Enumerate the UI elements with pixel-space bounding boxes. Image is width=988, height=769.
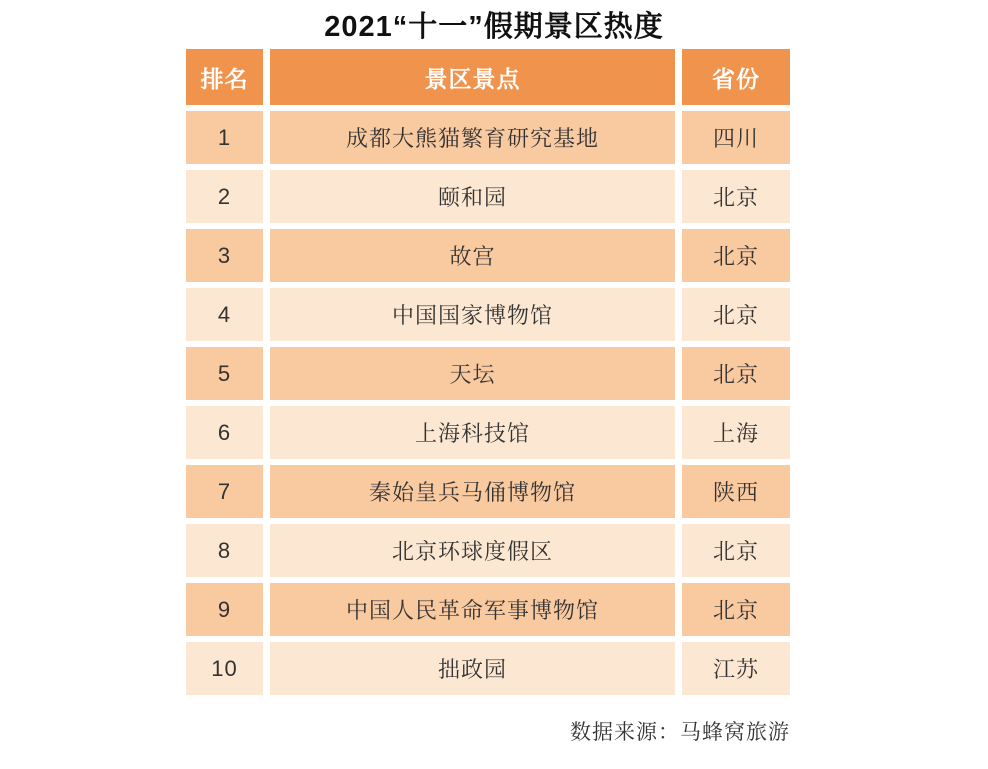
spot-cell: 拙政园 [270, 642, 675, 695]
spot-cell: 成都大熊猫繁育研究基地 [270, 111, 675, 164]
rank-cell: 7 [186, 465, 263, 518]
province-cell: 北京 [682, 583, 790, 636]
page-title: 2021“十一”假期景区热度 [324, 11, 664, 43]
province-cell: 四川 [682, 111, 790, 164]
column-header-spot: 景区景点 [270, 49, 675, 105]
province-cell: 北京 [682, 288, 790, 341]
spot-cell: 秦始皇兵马俑博物馆 [270, 465, 675, 518]
column-header-rank: 排名 [186, 49, 263, 105]
rank-cell: 9 [186, 583, 263, 636]
spot-cell: 故宫 [270, 229, 675, 282]
spot-cell: 北京环球度假区 [270, 524, 675, 577]
province-cell: 北京 [682, 347, 790, 400]
province-cell: 上海 [682, 406, 790, 459]
rank-cell: 8 [186, 524, 263, 577]
spot-cell: 上海科技馆 [270, 406, 675, 459]
heat-table [186, 49, 790, 695]
province-cell: 江苏 [682, 642, 790, 695]
rank-cell: 10 [186, 642, 263, 695]
rank-cell: 6 [186, 406, 263, 459]
data-source-note: 数据来源：马蜂窝旅游 [570, 721, 790, 744]
spot-cell: 颐和园 [270, 170, 675, 223]
province-cell: 北京 [682, 170, 790, 223]
rank-cell: 2 [186, 170, 263, 223]
province-cell: 北京 [682, 229, 790, 282]
province-cell: 陕西 [682, 465, 790, 518]
column-header-province: 省份 [682, 49, 790, 105]
spot-cell: 天坛 [270, 347, 675, 400]
rank-cell: 1 [186, 111, 263, 164]
province-cell: 北京 [682, 524, 790, 577]
rank-cell: 4 [186, 288, 263, 341]
spot-cell: 中国人民革命军事博物馆 [270, 583, 675, 636]
rank-cell: 3 [186, 229, 263, 282]
rank-cell: 5 [186, 347, 263, 400]
spot-cell: 中国国家博物馆 [270, 288, 675, 341]
